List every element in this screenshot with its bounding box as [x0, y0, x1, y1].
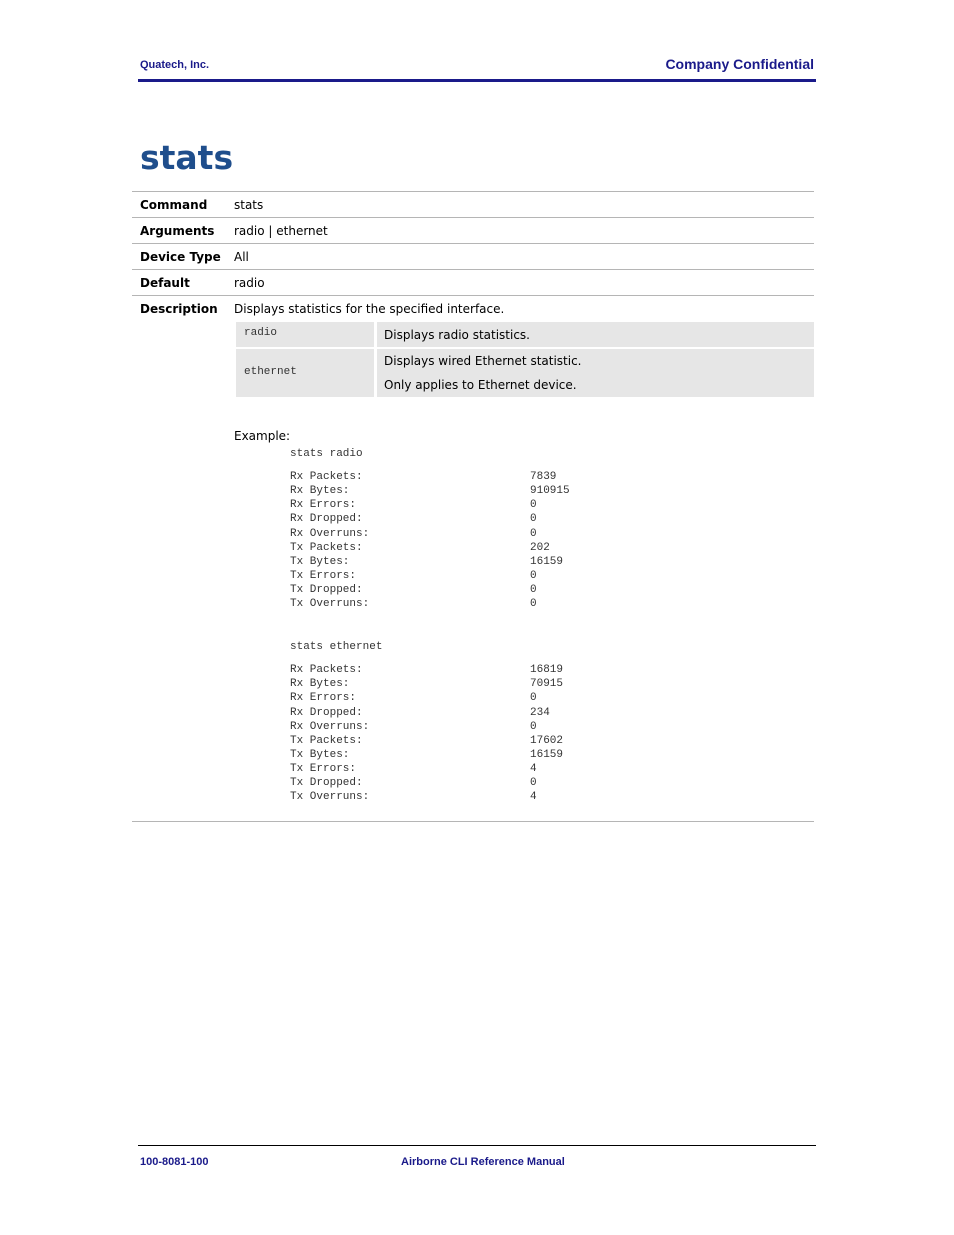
table-rule — [132, 243, 814, 244]
arg-name-cell — [236, 322, 374, 347]
arg-desc: Displays wired Ethernet statistic. — [384, 354, 582, 368]
stat-value: 0 — [530, 513, 537, 525]
stat-key: Tx Dropped: — [290, 584, 363, 596]
stat-value: 0 — [530, 598, 537, 610]
footer-manual-title: Airborne CLI Reference Manual — [401, 1156, 565, 1168]
stat-key: Tx Packets: — [290, 735, 363, 747]
stat-key: Rx Dropped: — [290, 513, 363, 525]
default-value: radio — [234, 276, 265, 290]
stat-key: Rx Bytes: — [290, 678, 350, 690]
arg-desc-note: Only applies to Ethernet device. — [384, 378, 577, 392]
description-value: Displays statistics for the specified interface. — [234, 302, 505, 316]
stat-key: Tx Errors: — [290, 570, 357, 582]
stat-key: Rx Dropped: — [290, 707, 363, 719]
stat-value: 234 — [530, 707, 550, 719]
device-type-value: All — [234, 250, 249, 264]
table-bottom-rule — [132, 821, 814, 822]
stat-value: 16819 — [530, 664, 564, 676]
stat-key: Rx Packets: — [290, 664, 363, 676]
arg-desc: Displays radio statistics. — [384, 328, 530, 342]
stat-key: Tx Dropped: — [290, 777, 363, 789]
stat-value: 4 — [530, 791, 537, 803]
stat-key: Rx Overruns: — [290, 528, 370, 540]
example-command: stats radio — [290, 448, 363, 460]
footer-rule — [138, 1145, 816, 1146]
stat-key: Rx Packets: — [290, 471, 363, 483]
stat-value: 0 — [530, 777, 537, 789]
stat-key: Tx Errors: — [290, 763, 357, 775]
arguments-label: Arguments — [140, 224, 215, 238]
stat-key: Tx Overruns: — [290, 791, 370, 803]
stat-key: Tx Bytes: — [290, 749, 350, 761]
stat-value: 0 — [530, 721, 537, 733]
example-label: Example: — [234, 429, 291, 443]
stat-value: 0 — [530, 570, 537, 582]
stat-value: 16159 — [530, 556, 564, 568]
table-rule — [132, 217, 814, 218]
stat-value: 0 — [530, 499, 537, 511]
table-rule — [132, 269, 814, 270]
stat-value: 910915 — [530, 485, 570, 497]
stat-key: Rx Errors: — [290, 692, 357, 704]
stat-key: Tx Overruns: — [290, 598, 370, 610]
stat-value: 202 — [530, 542, 550, 554]
arg-desc-cell — [377, 322, 814, 347]
stat-value: 0 — [530, 528, 537, 540]
stat-key: Rx Overruns: — [290, 721, 370, 733]
arguments-value: radio | ethernet — [234, 224, 328, 238]
header-rule — [138, 79, 816, 82]
arg-desc-cell — [377, 349, 814, 397]
stat-value: 0 — [530, 584, 537, 596]
table-rule — [132, 191, 814, 192]
example-command: stats ethernet — [290, 641, 383, 653]
stat-value: 0 — [530, 692, 537, 704]
device-type-label: Device Type — [140, 250, 221, 264]
footer-doc-number: 100-8081-100 — [140, 1156, 209, 1168]
stat-key: Rx Bytes: — [290, 485, 350, 497]
stat-value: 17602 — [530, 735, 564, 747]
command-value: stats — [234, 198, 264, 212]
description-label: Description — [140, 302, 218, 316]
stat-value: 4 — [530, 763, 537, 775]
arg-name: radio — [244, 327, 278, 339]
command-label: Command — [140, 198, 208, 212]
header-company: Quatech, Inc. — [140, 59, 210, 71]
header-confidential: Company Confidential — [665, 56, 814, 72]
stat-value: 7839 — [530, 471, 557, 483]
arg-name: ethernet — [244, 366, 297, 378]
arg-name-cell — [236, 349, 374, 397]
stat-value: 70915 — [530, 678, 564, 690]
stat-key: Rx Errors: — [290, 499, 357, 511]
default-label: Default — [140, 276, 190, 290]
table-rule — [132, 295, 814, 296]
stat-key: Tx Packets: — [290, 542, 363, 554]
stat-value: 16159 — [530, 749, 564, 761]
page-title: stats — [140, 138, 234, 177]
stat-key: Tx Bytes: — [290, 556, 350, 568]
